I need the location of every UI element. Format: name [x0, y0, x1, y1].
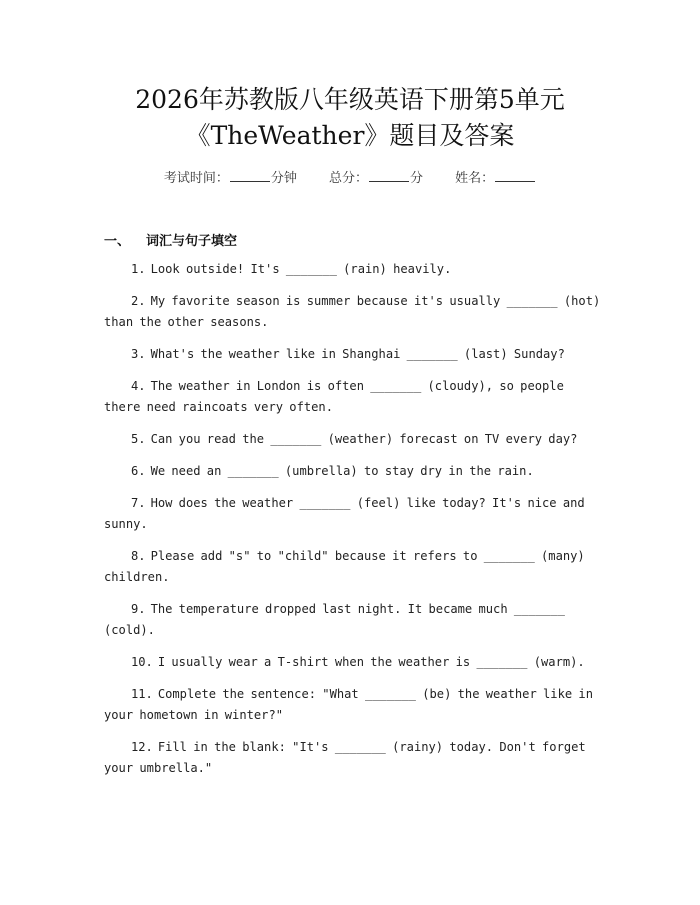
question-number: 3.: [131, 347, 146, 361]
question-text: We need an _______ (umbrella) to stay dry in the rain.: [150, 464, 534, 478]
question-number: 10.: [131, 655, 153, 669]
section-number: 一、: [104, 234, 131, 249]
student-name-blank: [495, 169, 535, 182]
section-heading: [104, 230, 237, 249]
exam-time-blank: [230, 169, 270, 182]
question-number: 11.: [131, 687, 153, 701]
exam-time-field: [164, 171, 301, 186]
question-text: Can you read the _______ (weather) forecast on TV every day?: [150, 432, 578, 446]
total-score-blank: [369, 169, 409, 182]
section-title: 词汇与句子填空: [146, 234, 238, 249]
student-name-field: [455, 171, 536, 186]
question-text: The temperature dropped last night. It became much _______ (cold).: [104, 602, 565, 637]
question-text: The weather in London is often _______ (cloudy), so people there need raincoats very often.: [104, 379, 564, 414]
question-text: How does the weather _______ (feel) like today? It's nice and sunny.: [104, 496, 585, 531]
exam-time-label: 考试时间：: [163, 171, 229, 186]
total-score-unit: 分: [410, 171, 424, 186]
question-item: [104, 737, 604, 779]
question-list: [104, 259, 604, 790]
total-score-label: 总分：: [328, 171, 368, 186]
question-item: [104, 599, 604, 641]
question-item: [104, 429, 604, 450]
question-item: [104, 493, 604, 535]
question-text: Complete the sentence: "What _______ (be) the weather like in your hometown in winter?": [104, 687, 593, 722]
question-item: [104, 259, 604, 280]
question-number: 7.: [131, 496, 146, 510]
question-item: [104, 461, 604, 482]
document-title-line-2: 《TheWeather》题目及答案: [185, 121, 515, 150]
document-title-line-1: 2026年苏教版八年级英语下册第5单元: [135, 85, 565, 114]
exam-info-line: [0, 167, 700, 186]
question-number: 6.: [131, 464, 146, 478]
question-number: 8.: [131, 549, 146, 563]
question-number: 4.: [131, 379, 146, 393]
total-score-field: [329, 171, 427, 186]
question-item: [104, 376, 604, 418]
question-text: Please add "s" to "child" because it refers to _______ (many) children.: [104, 549, 585, 584]
question-number: 12.: [131, 740, 153, 754]
question-item: [104, 652, 604, 673]
question-item: [104, 291, 604, 333]
question-text: I usually wear a T-shirt when the weather is _______ (warm).: [157, 655, 585, 669]
question-text: Look outside! It's _______ (rain) heavily.: [150, 262, 452, 276]
question-item: [104, 684, 604, 726]
question-number: 2.: [131, 294, 146, 308]
question-number: 1.: [131, 262, 146, 276]
exam-time-unit: 分钟: [270, 171, 297, 186]
question-item: [104, 546, 604, 588]
student-name-label: 姓名：: [455, 171, 495, 186]
question-number: 9.: [131, 602, 146, 616]
question-text: What's the weather like in Shanghai _______ (last) Sunday?: [150, 347, 565, 361]
question-text: My favorite season is summer because it's usually _______ (hot) than the other seasons.: [104, 294, 601, 329]
question-item: [104, 344, 604, 365]
question-text: Fill in the blank: "It's _______ (rainy) today. Don't forget your umbrella.": [104, 740, 586, 775]
question-number: 5.: [131, 432, 146, 446]
